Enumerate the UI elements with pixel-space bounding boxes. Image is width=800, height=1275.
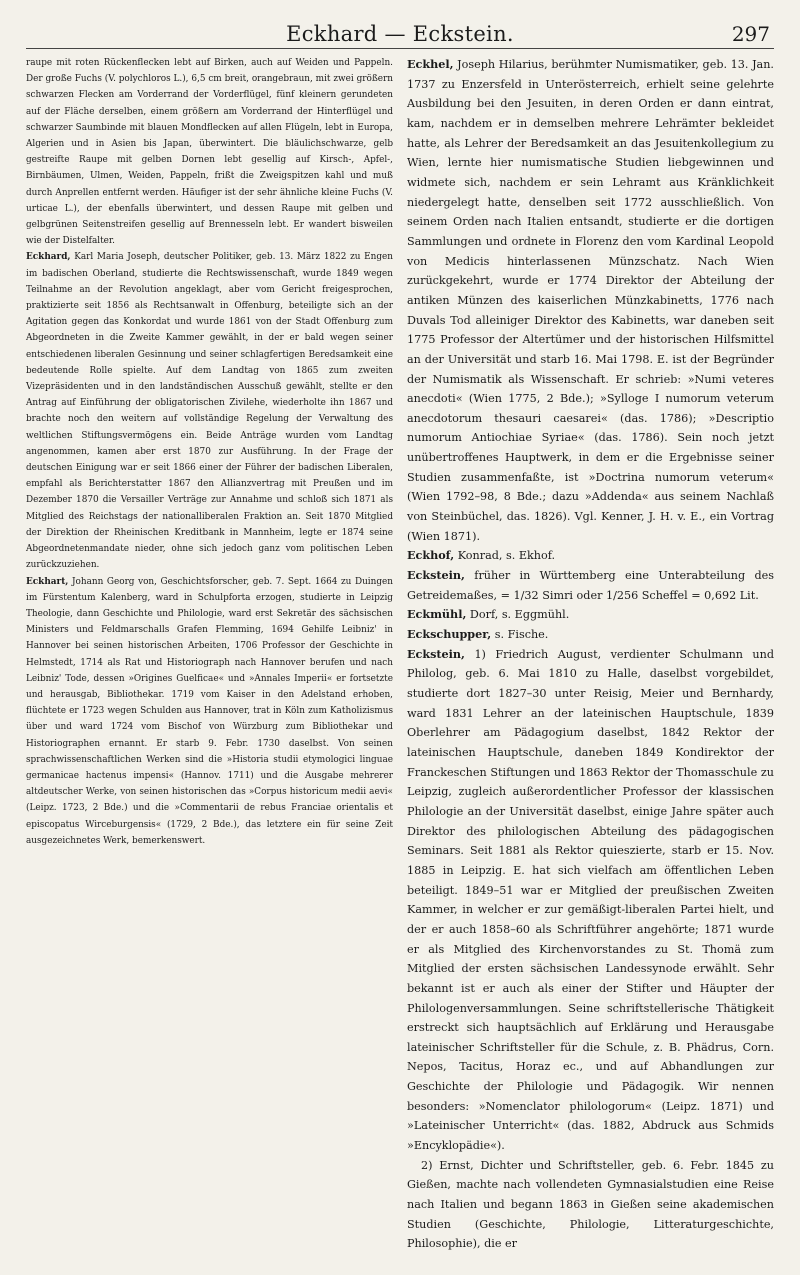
running-head: Eckhard — Eckstein. <box>286 22 514 46</box>
entry-paragraph <box>407 645 774 1156</box>
entry-paragraph <box>407 546 774 566</box>
entry-body: 1) Friedrich August, verdienter Schulmann und Philolog, geb. 6. Mai 1810 zu Halle, daselbst vorgebildet, studierte dort 1827–30 unter Reisig, Meier und Bernhardy, ward 1831 Lehrer an der lateinischen Hauptschule, 1839 Oberlehrer am Pädagogium daselbst, 1842 Rektor der lateinischen Hauptschule, daneben 1849 Kondirektor der Franckeschen Stiftungen und 1863 Rektor der Thomasschule zu Leipzig, zugleich außerordentlicher Professor der klassischen Philologie an der Universität daselbst, einige Jahre später auch Direktor des philologischen Abteilung des pädagogischen Seminars. Seit 1881 als Rektor quieszierte, starb er 15. Nov. 1885 in Leipzig. E. hat sich vielfach am öffentlichen Leben beteiligt. 1849–51 war er Mitglied der preußischen Zweiten Kammer, in welcher er zur gemäßigt-liberalen Partei hielt, und der er auch 1858–60 als Schriftführer angehörte; 1871 wurde er als Mitglied des Kirchenvorstandes zu St. Thomä zum Mitglied der ersten sächsischen Landessynode erwählt. Sehr bekannt ist er auch als einer der Stifter und Häupter der Philologenversammlungen. Seine schriftstellerische Thätigkeit erstreckt sich hauptsächlich auf Erklärung und Herausgabe lateinischer Schriftsteller für die Schule, z. B. Phädrus, Corn. Nepos, Tacitus, Horaz ec., und auf Abhandlungen zur Geschichte der Philologie und Pädagogik. Wir nennen besonders: »Nomenclator philologorum« (Leipz. 1871) und »Lateinischer Unterricht« (das. 1882, Abdruck aus Schmids »Encyklopädie«). <box>407 647 775 1153</box>
entry-body: Konrad, s. Ekhof. <box>457 549 556 563</box>
entry-body: Karl Maria Joseph, deutscher Politiker, geb. 13. März 1822 zu Engen im badischen Oberland, studierte die Rechtswissenschaft, wurde 1849 wegen Teilnahme an der Revolution angeklagt, aber vom Gericht freigesprochen, praktizierte seit 1856 als Rechtsanwalt in Offenburg, beteiligte sich an der Agitation gegen das Konkordat und wurde 1861 von der Stadt Offenburg zum Abgeordneten in die Zweite Kammer gewählt, in der er bald wegen seiner entschiedenen liberalen Gesinnung und seiner schlagfertigen Beredsamkeit eine bedeutende Rolle spielte. Auf dem Landtag von 1865 zum zweiten Vizepräsidenten und in den landständischen Ausschuß gewählt, stellte er den Antrag auf Einführung der obligatorischen Zivilehe, wiederholte ihn 1867 und brachte noch den weitern auf vollständige Regelung der Verwaltung des weltlichen Stiftungsvermögens ein. Beide Anträge wurden vom Landtag angenommen, kamen aber erst 1870 zur Ausführung. In der Frage der deutschen Einigung war er seit 1866 einer der Führer der badischen Liberalen, empfahl als Berichterstatter 1867 den Allianzvertrag mit Preußen und im Dezember 1870 die Versailler Verträge zur Annahme und schloß sich 1871 als Mitglied des Reichstags der nationalliberalen Fraktion an. Seit 1870 Mitglied der Direktion der Rheinischen Kreditbank in Mannheim, legte er 1874 seine Abgeordnetenmandate nieder, ohne sich jedoch ganz vom politischen Leben zurückzuziehen. <box>26 252 394 571</box>
entry-body: raupe mit roten Rückenflecken lebt auf Birken, auch auf Weiden und Pappeln. Der große Fuchs (V. polychloros L.), 6,5 cm breit, orangebraun, mit zwei größern schwarzen Flecken am Vorderrand der Vorderflügel, fünf kleinern gerundeten auf der Fläche derselben, einem größern am Vorderrand der Hinterflügel und schwarzer Saumbinde mit blauen Mondflecken auf allen Flügeln, lebt in Europa, Algerien und in Asien bis Japan, überwintert. Die bläulichschwarze, gelb gestreifte Raupe mit gelben Dornen lebt gesellig auf Kirsch-, Apfel-, Birnbäumen, Ulmen, Weiden, Pappeln, frißt die Zweigspitzen kahl und muß durch Anprellen entfernt werden. Häufiger ist der sehr ähnliche kleine Fuchs (V. urticae L.), der ebenfalls überwintert, und dessen Raupe mit gelben und gelbgrünen Seitenstreifen gesellig auf Brennesseln lebt. Er wandert bisweilen wie der Distelfalter. <box>26 58 393 247</box>
entry-paragraph <box>26 574 393 849</box>
entry-title: Eckhel, <box>407 57 454 71</box>
left-column <box>26 55 393 1254</box>
text-columns <box>26 55 774 1254</box>
entry-paragraph <box>26 55 393 249</box>
entry-paragraph <box>407 55 774 546</box>
page-header <box>26 18 774 49</box>
entry-paragraph <box>407 625 774 645</box>
entry-title: Eckmühl, <box>407 607 467 622</box>
right-column <box>407 55 774 1254</box>
entry-body: Joseph Hilarius, berühmter Numismatiker, geb. 13. Jan. 1737 zu Enzersfeld in Unterösterreich, erhielt seine gelehrte Ausbildung bei den Jesuiten, in deren Orden er dann eintrat, kam, nachdem er in demselben mehrere Lehrämter bekleidet hatte, als Lehrer der Beredsamkeit an das Jesuitenkollegium zu Wien, lernte hier numismatische Studien liebgewinnen und widmete sich, nachdem er sein Lehramt aus Kränklichkeit niedergelegt hatte, denselben seit 1772 ausschließlich. Von seinem Orden nach Italien entsandt, studierte er die dortigen Sammlungen und ordnete in Florenz den vom Kardinal Leopold von Medicis hinterlassenen Münzschatz. Nach Wien zurückgekehrt, wurde er 1774 Direktor der Abteilung der antiken Münzen des kaiserlichen Münzkabinetts, 1776 nach Duvals Tod alleiniger Direktor des Kabinetts, war daneben seit 1775 Professor der Altertümer und der historischen Hilfsmittel an der Universität und starb 16. Mai 1798. E. ist der Begründer der Numismatik als Wissenschaft. Er schrieb: »Numi veteres anecdoti« (Wien 1775, 2 Bde.); »Sylloge I numorum veterum anecdotorum thesauri caesarei« (das. 1786); »Descriptio numorum Antiochiae Syriae« (das. 1786). Sein noch jetzt unübertroffenes Hauptwerk, in dem er die Ergebnisse seiner Studien zusammenfaßte, ist »Doctrina numorum veterum« (Wien 1792–98, 8 Bde.; dazu »Addenda« aus seinem Nachlaß von Steinbüchel, das. 1826). Vgl. Kenner, J. H. v. E., ein Vortrag (Wien 1871). <box>407 58 774 543</box>
entry-title: Eckstein, <box>407 646 465 661</box>
entry-title: Eckhof, <box>407 548 455 563</box>
entry-body: früher in Württemberg eine Unterabteilung des Getreidemaßes, = 1/32 Simri oder 1/256 Scheffel = 0,692 Lit. <box>407 569 774 602</box>
entry-paragraph <box>407 566 774 605</box>
entry-title: Eckhart, <box>26 576 69 587</box>
entry-title: Eckhard, <box>26 252 71 263</box>
entry-title: Eckschupper, <box>407 627 492 642</box>
entry-paragraph <box>407 605 774 625</box>
entry-title: Eckstein, <box>407 568 465 583</box>
entry-body: s. Fische. <box>494 628 549 642</box>
entry-paragraph <box>26 249 393 573</box>
entry-body: Johann Georg von, Geschichtsforscher, geb. 7. Sept. 1664 zu Duingen im Fürstentum Kalenberg, ward in Schulpforta erzogen, studierte in Leipzig Theologie, dann Geschichte und Philologie, ward erst Sekretär des sächsischen Ministers und Feldmarschalls Grafen Flemming, 1694 Gehilfe Leibniz' in Hannover bei seinen historischen Arbeiten, 1706 Professor der Geschichte in Helmstedt, 1714 als Rat und Historiograph nach Hannover berufen und nach Leibniz' Tode, dessen »Origines Guelficae« und »Annales Imperii« er fortsetzte und herausgab, Bibliothekar. 1719 vom Kaiser in den Adelstand erhoben, flüchtete er 1723 wegen Schulden aus Hannover, trat in Köln zum Katholizismus über und ward 1724 vom Bischof von Würzburg zum Bibliothekar und Historiographen ernannt. Er starb 9. Febr. 1730 daselbst. Von seinen sprachwissenschaftlichen Werken sind die »Historia studii etymologici linguae germanicae hactenus impensi« (Hannov. 1711) und die Ausgabe mehrerer altdeutscher Werke, von seinen historischen das »Corpus historicum medii aevi« (Leipz. 1723, 2 Bde.) und die »Commentarii de rebus Franciae orientalis et episcopatus Wirceburgensis« (1729, 2 Bde.), das letztere ein für seine Zeit ausgezeichnetes Werk, bemerkenswert. <box>26 576 393 846</box>
entry-body: 2) Ernst, Dichter und Schriftsteller, geb. 6. Febr. 1845 zu Gießen, machte nach vollendeten Gymnasialstudien eine Reise nach Italien und begann 1863 in Gießen seine akademischen Studien (Geschichte, Philologie, Litteraturgeschichte, Philosophie), die er <box>407 1158 774 1251</box>
entry-paragraph <box>407 1156 774 1254</box>
entry-body: Dorf, s. Eggmühl. <box>469 608 570 622</box>
page-number: 297 <box>731 22 770 46</box>
